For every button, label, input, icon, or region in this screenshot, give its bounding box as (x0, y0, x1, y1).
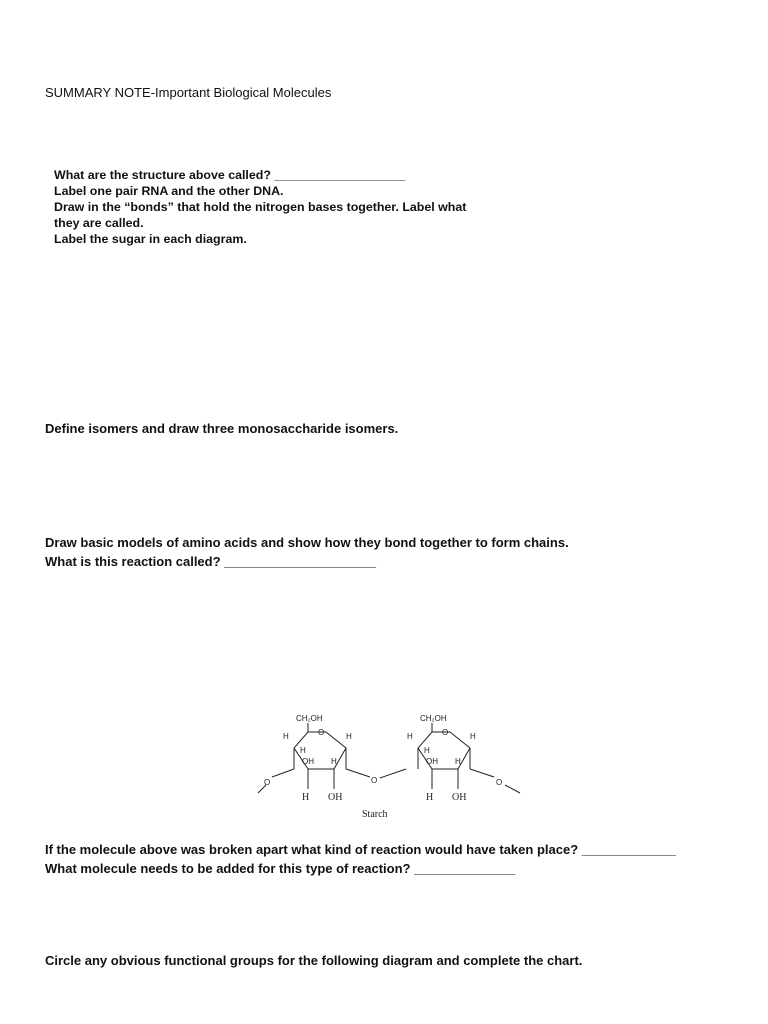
question-line: If the molecule above was broken apart what kind of reaction would have taken place? _____________ (45, 842, 676, 857)
oxygen-label: O (264, 778, 271, 787)
question-line: Draw in the “bonds” that hold the nitrogen bases together. Label what (54, 200, 467, 214)
question-functional-groups: Circle any obvious functional groups for the following diagram and complete the chart. (45, 953, 583, 968)
question-amino-acids (45, 533, 569, 571)
h-label: H (424, 746, 430, 755)
ch2oh-label: CH₂OH (420, 714, 447, 723)
question-line: Label one pair RNA and the other DNA. (54, 184, 284, 198)
oxygen-label: O (496, 778, 503, 787)
question-line: Draw basic models of amino acids and show how they bond together to form chains. (45, 535, 569, 550)
oh-label: OH (302, 757, 314, 766)
page-title: SUMMARY NOTE-Important Biological Molecules (45, 85, 332, 100)
ring-oxygen-label: O (442, 728, 449, 737)
question-line: Label the sugar in each diagram. (54, 232, 247, 246)
question-line: What is this reaction called? _____________________ (45, 554, 376, 569)
h-label: H (283, 732, 289, 741)
h-label: H (426, 792, 434, 803)
h-label: H (346, 732, 352, 741)
question-nucleic-acids (54, 167, 466, 247)
glycosidic-oxygen-label: O (371, 776, 378, 785)
oh-label: OH (328, 792, 343, 803)
h-label: H (470, 732, 476, 741)
oh-label: OH (452, 792, 467, 803)
starch-structure-diagram (250, 705, 530, 823)
h-label: H (407, 732, 413, 741)
ch2oh-label: CH₂OH (296, 714, 323, 723)
question-line: What are the structure above called? ___________________ (54, 168, 406, 182)
h-label: H (302, 792, 310, 803)
h-label: H (455, 757, 461, 766)
question-line: What molecule needs to be added for this type of reaction? ______________ (45, 861, 516, 876)
diagram-caption: Starch (362, 809, 388, 820)
h-label: H (300, 746, 306, 755)
oh-label: OH (426, 757, 438, 766)
h-label: H (331, 757, 337, 766)
question-isomers: Define isomers and draw three monosaccharide isomers. (45, 421, 399, 436)
ring-oxygen-label: O (318, 728, 325, 737)
question-line: they are called. (54, 216, 144, 230)
question-hydrolysis (45, 840, 676, 878)
